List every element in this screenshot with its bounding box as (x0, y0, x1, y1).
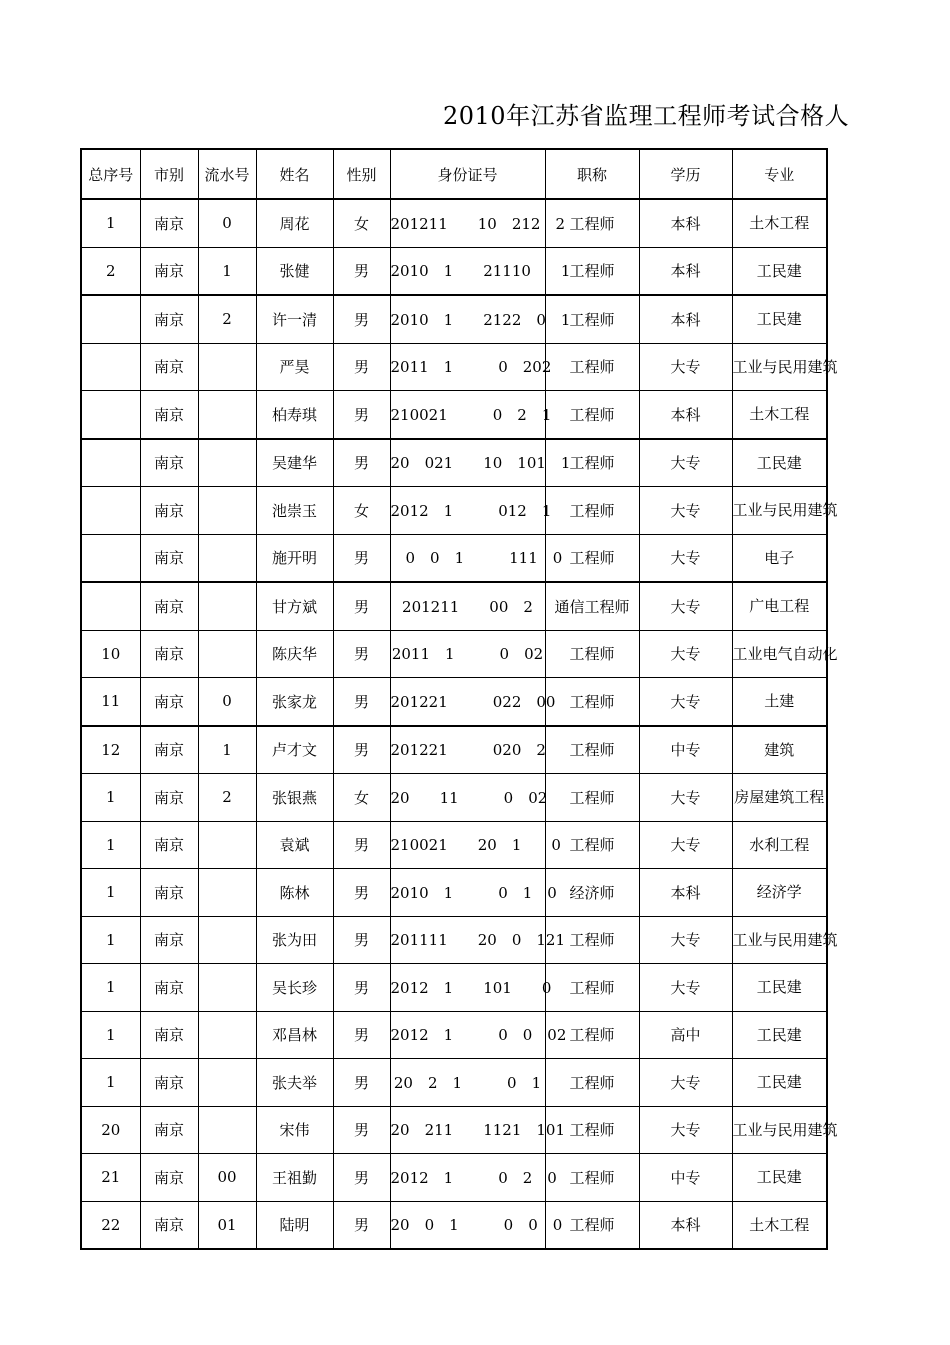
cell-sex: 男 (333, 1011, 390, 1059)
cell-edu: 高中 (639, 1011, 732, 1059)
cell-flow (198, 487, 256, 535)
cell-name: 张银燕 (256, 774, 333, 822)
cell-major: 工民建 (732, 295, 827, 343)
cell-edu: 大专 (639, 582, 732, 630)
cell-city: 南京 (140, 726, 198, 774)
table-row (81, 821, 827, 869)
cell-edu: 大专 (639, 1059, 732, 1107)
cell-city: 南京 (140, 964, 198, 1012)
cell-edu: 本科 (639, 391, 732, 439)
cell-city: 南京 (140, 534, 198, 582)
cell-name: 宋伟 (256, 1106, 333, 1154)
cell-sex: 男 (333, 678, 390, 726)
cell-major: 土木工程 (732, 199, 827, 247)
cell-flow (198, 630, 256, 678)
cell-id: 2010 1 21110 1 (390, 247, 545, 295)
cell-city: 南京 (140, 774, 198, 822)
cell-seq: 1 (81, 199, 140, 247)
cell-id: 2012 1 101 0 (390, 964, 545, 1012)
cell-sex: 男 (333, 1059, 390, 1107)
cell-id: 210021 20 1 0 (390, 821, 545, 869)
cell-city: 南京 (140, 678, 198, 726)
cell-edu: 大专 (639, 774, 732, 822)
cell-id: 201211 10 212 2 (390, 199, 545, 247)
cell-id: 201221 022 00 (390, 678, 545, 726)
col-header-city: 市别 (140, 149, 198, 199)
cell-sex: 男 (333, 821, 390, 869)
cell-name: 吴建华 (256, 439, 333, 487)
cell-title: 工程师 (545, 391, 639, 439)
cell-name: 王祖勤 (256, 1154, 333, 1202)
cell-city: 南京 (140, 1059, 198, 1107)
cell-name: 张夫举 (256, 1059, 333, 1107)
cell-seq: 1 (81, 916, 140, 964)
cell-title: 工程师 (545, 1201, 639, 1249)
cell-seq (81, 582, 140, 630)
cell-sex: 男 (333, 916, 390, 964)
cell-edu: 大专 (639, 534, 732, 582)
cell-id: 20 11 0 02 (390, 774, 545, 822)
col-header-sex: 性别 (333, 149, 390, 199)
cell-flow (198, 534, 256, 582)
cell-id: 201211 00 2 (390, 582, 545, 630)
cell-name: 陈林 (256, 869, 333, 917)
cell-sex: 男 (333, 869, 390, 917)
cell-edu: 大专 (639, 964, 732, 1012)
cell-edu: 大专 (639, 487, 732, 535)
cell-major: 经济学 (732, 869, 827, 917)
cell-sex: 男 (333, 1154, 390, 1202)
cell-city: 南京 (140, 295, 198, 343)
cell-sex: 男 (333, 247, 390, 295)
cell-seq: 10 (81, 630, 140, 678)
cell-title: 工程师 (545, 343, 639, 391)
cell-name: 池崇玉 (256, 487, 333, 535)
cell-id: 20 211 1121 101 (390, 1106, 545, 1154)
cell-title: 工程师 (545, 247, 639, 295)
cell-sex: 男 (333, 295, 390, 343)
cell-major: 水利工程 (732, 821, 827, 869)
cell-edu: 本科 (639, 247, 732, 295)
cell-major: 工业与民用建筑 (732, 343, 827, 391)
table-row (81, 1106, 827, 1154)
table-row (81, 534, 827, 582)
cell-edu: 中专 (639, 1154, 732, 1202)
cell-flow: 2 (198, 774, 256, 822)
cell-id: 2012 1 012 1 (390, 487, 545, 535)
cell-edu: 大专 (639, 439, 732, 487)
cell-seq: 1 (81, 1011, 140, 1059)
table-row (81, 343, 827, 391)
table-row (81, 199, 827, 247)
cell-name: 施开明 (256, 534, 333, 582)
cell-sex: 女 (333, 199, 390, 247)
table-row (81, 774, 827, 822)
cell-flow: 1 (198, 247, 256, 295)
cell-major: 工业电气自动化 (732, 630, 827, 678)
cell-sex: 男 (333, 391, 390, 439)
cell-title: 工程师 (545, 487, 639, 535)
table-row (81, 295, 827, 343)
cell-major: 工业与民用建筑 (732, 1106, 827, 1154)
cell-major: 工民建 (732, 247, 827, 295)
cell-major: 工民建 (732, 439, 827, 487)
table-row (81, 487, 827, 535)
cell-seq: 2 (81, 247, 140, 295)
cell-seq (81, 487, 140, 535)
cell-seq: 1 (81, 964, 140, 1012)
cell-major: 建筑 (732, 726, 827, 774)
cell-id: 2012 1 0 2 0 (390, 1154, 545, 1202)
cell-name: 张为田 (256, 916, 333, 964)
cell-seq: 11 (81, 678, 140, 726)
col-header-flow: 流水号 (198, 149, 256, 199)
cell-edu: 本科 (639, 1201, 732, 1249)
cell-name: 严昊 (256, 343, 333, 391)
cell-seq: 12 (81, 726, 140, 774)
cell-sex: 男 (333, 1201, 390, 1249)
cell-name: 邓昌林 (256, 1011, 333, 1059)
cell-seq (81, 534, 140, 582)
cell-flow (198, 582, 256, 630)
cell-sex: 男 (333, 726, 390, 774)
cell-title: 工程师 (545, 678, 639, 726)
cell-major: 工民建 (732, 964, 827, 1012)
cell-city: 南京 (140, 1154, 198, 1202)
cell-major: 土建 (732, 678, 827, 726)
cell-name: 张健 (256, 247, 333, 295)
cell-seq (81, 391, 140, 439)
cell-seq (81, 295, 140, 343)
cell-seq: 1 (81, 869, 140, 917)
cell-major: 广电工程 (732, 582, 827, 630)
cell-sex: 男 (333, 1106, 390, 1154)
cell-major: 电子 (732, 534, 827, 582)
cell-id: 20 021 10 101 1 (390, 439, 545, 487)
cell-name: 袁斌 (256, 821, 333, 869)
table-row (81, 1059, 827, 1107)
cell-sex: 男 (333, 534, 390, 582)
cell-seq (81, 343, 140, 391)
col-header-id: 身份证号 (390, 149, 545, 199)
cell-title: 工程师 (545, 1059, 639, 1107)
cell-major: 土木工程 (732, 1201, 827, 1249)
col-header-major: 专业 (732, 149, 827, 199)
cell-name: 许一清 (256, 295, 333, 343)
cell-major: 房屋建筑工程 (732, 774, 827, 822)
cell-flow (198, 964, 256, 1012)
cell-flow: 00 (198, 1154, 256, 1202)
cell-city: 南京 (140, 391, 198, 439)
cell-edu: 大专 (639, 1106, 732, 1154)
col-header-title: 职称 (545, 149, 639, 199)
cell-edu: 大专 (639, 630, 732, 678)
cell-title: 工程师 (545, 726, 639, 774)
cell-sex: 男 (333, 343, 390, 391)
cell-title: 工程师 (545, 916, 639, 964)
cell-major: 土木工程 (732, 391, 827, 439)
cell-city: 南京 (140, 343, 198, 391)
cell-flow: 0 (198, 678, 256, 726)
cell-name: 柏寿琪 (256, 391, 333, 439)
cell-id: 201221 020 2 (390, 726, 545, 774)
cell-city: 南京 (140, 439, 198, 487)
table-body (81, 199, 838, 1249)
cell-flow: 0 (198, 199, 256, 247)
cell-id: 2010 1 2122 0 1 (390, 295, 545, 343)
cell-id: 210021 0 2 1 (390, 391, 545, 439)
cell-title: 工程师 (545, 821, 639, 869)
cell-city: 南京 (140, 1201, 198, 1249)
cell-city: 南京 (140, 199, 198, 247)
roster-table (80, 148, 838, 1250)
cell-edu: 大专 (639, 678, 732, 726)
cell-flow (198, 439, 256, 487)
cell-title: 工程师 (545, 1106, 639, 1154)
cell-name: 周花 (256, 199, 333, 247)
table-row (81, 678, 827, 726)
cell-flow: 01 (198, 1201, 256, 1249)
cell-edu: 本科 (639, 199, 732, 247)
cell-flow (198, 916, 256, 964)
cell-sex: 男 (333, 964, 390, 1012)
cell-major: 工业与民用建筑 (732, 487, 827, 535)
cell-flow: 1 (198, 726, 256, 774)
cell-major: 工民建 (732, 1011, 827, 1059)
cell-sex: 女 (333, 487, 390, 535)
cell-edu: 大专 (639, 821, 732, 869)
cell-title: 工程师 (545, 774, 639, 822)
table-row (81, 1201, 827, 1249)
table-row (81, 1154, 827, 1202)
table-row (81, 582, 827, 630)
table-row (81, 869, 827, 917)
cell-seq: 1 (81, 821, 140, 869)
cell-id: 2012 1 0 0 02 (390, 1011, 545, 1059)
table-row (81, 726, 827, 774)
cell-seq (81, 439, 140, 487)
cell-seq: 22 (81, 1201, 140, 1249)
cell-city: 南京 (140, 1106, 198, 1154)
cell-title: 工程师 (545, 964, 639, 1012)
cell-title: 工程师 (545, 1011, 639, 1059)
cell-city: 南京 (140, 821, 198, 869)
cell-flow (198, 343, 256, 391)
cell-major: 工业与民用建筑 (732, 916, 827, 964)
cell-title: 经济师 (545, 869, 639, 917)
cell-name: 吴长珍 (256, 964, 333, 1012)
cell-seq: 21 (81, 1154, 140, 1202)
cell-title: 通信工程师 (545, 582, 639, 630)
cell-flow (198, 821, 256, 869)
cell-major: 工民建 (732, 1154, 827, 1202)
cell-sex: 男 (333, 439, 390, 487)
cell-flow (198, 391, 256, 439)
cell-city: 南京 (140, 916, 198, 964)
cell-id: 2011 1 0 02 (390, 630, 545, 678)
cell-edu: 本科 (639, 869, 732, 917)
cell-flow: 2 (198, 295, 256, 343)
cell-flow (198, 869, 256, 917)
cell-title: 工程师 (545, 1154, 639, 1202)
cell-seq: 1 (81, 774, 140, 822)
col-header-edu: 学历 (639, 149, 732, 199)
cell-edu: 本科 (639, 295, 732, 343)
col-header-name: 姓名 (256, 149, 333, 199)
cell-id: 201111 20 0 121 (390, 916, 545, 964)
cell-edu: 大专 (639, 343, 732, 391)
table-row (81, 439, 827, 487)
cell-sex: 男 (333, 630, 390, 678)
table-row (81, 391, 827, 439)
cell-sex: 女 (333, 774, 390, 822)
cell-city: 南京 (140, 1011, 198, 1059)
cell-title: 工程师 (545, 295, 639, 343)
cell-id: 2011 1 0 202 (390, 343, 545, 391)
table-row (81, 964, 827, 1012)
cell-city: 南京 (140, 582, 198, 630)
cell-city: 南京 (140, 630, 198, 678)
cell-city: 南京 (140, 487, 198, 535)
page-title: 2010年江苏省监理工程师考试合格人 (443, 102, 850, 130)
cell-name: 张家龙 (256, 678, 333, 726)
cell-sex: 男 (333, 582, 390, 630)
col-header-seq: 总序号 (81, 149, 140, 199)
cell-title: 工程师 (545, 630, 639, 678)
cell-id: 20 0 1 0 0 0 (390, 1201, 545, 1249)
cell-city: 南京 (140, 247, 198, 295)
cell-id: 20 2 1 0 1 (390, 1059, 545, 1107)
cell-seq: 1 (81, 1059, 140, 1107)
table-row (81, 630, 827, 678)
cell-id: 0 0 1 111 0 (390, 534, 545, 582)
cell-title: 工程师 (545, 439, 639, 487)
cell-name: 陈庆华 (256, 630, 333, 678)
cell-flow (198, 1011, 256, 1059)
cell-major: 工民建 (732, 1059, 827, 1107)
cell-name: 陆明 (256, 1201, 333, 1249)
table-row (81, 916, 827, 964)
cell-name: 卢才文 (256, 726, 333, 774)
cell-name: 甘方斌 (256, 582, 333, 630)
cell-edu: 大专 (639, 916, 732, 964)
table-row (81, 247, 827, 295)
table-row (81, 1011, 827, 1059)
cell-title: 工程师 (545, 534, 639, 582)
cell-edu: 中专 (639, 726, 732, 774)
cell-title: 工程师 (545, 199, 639, 247)
cell-flow (198, 1059, 256, 1107)
cell-city: 南京 (140, 869, 198, 917)
header-row (81, 149, 827, 199)
cell-flow (198, 1106, 256, 1154)
cell-id: 2010 1 0 1 0 (390, 869, 545, 917)
cell-seq: 20 (81, 1106, 140, 1154)
